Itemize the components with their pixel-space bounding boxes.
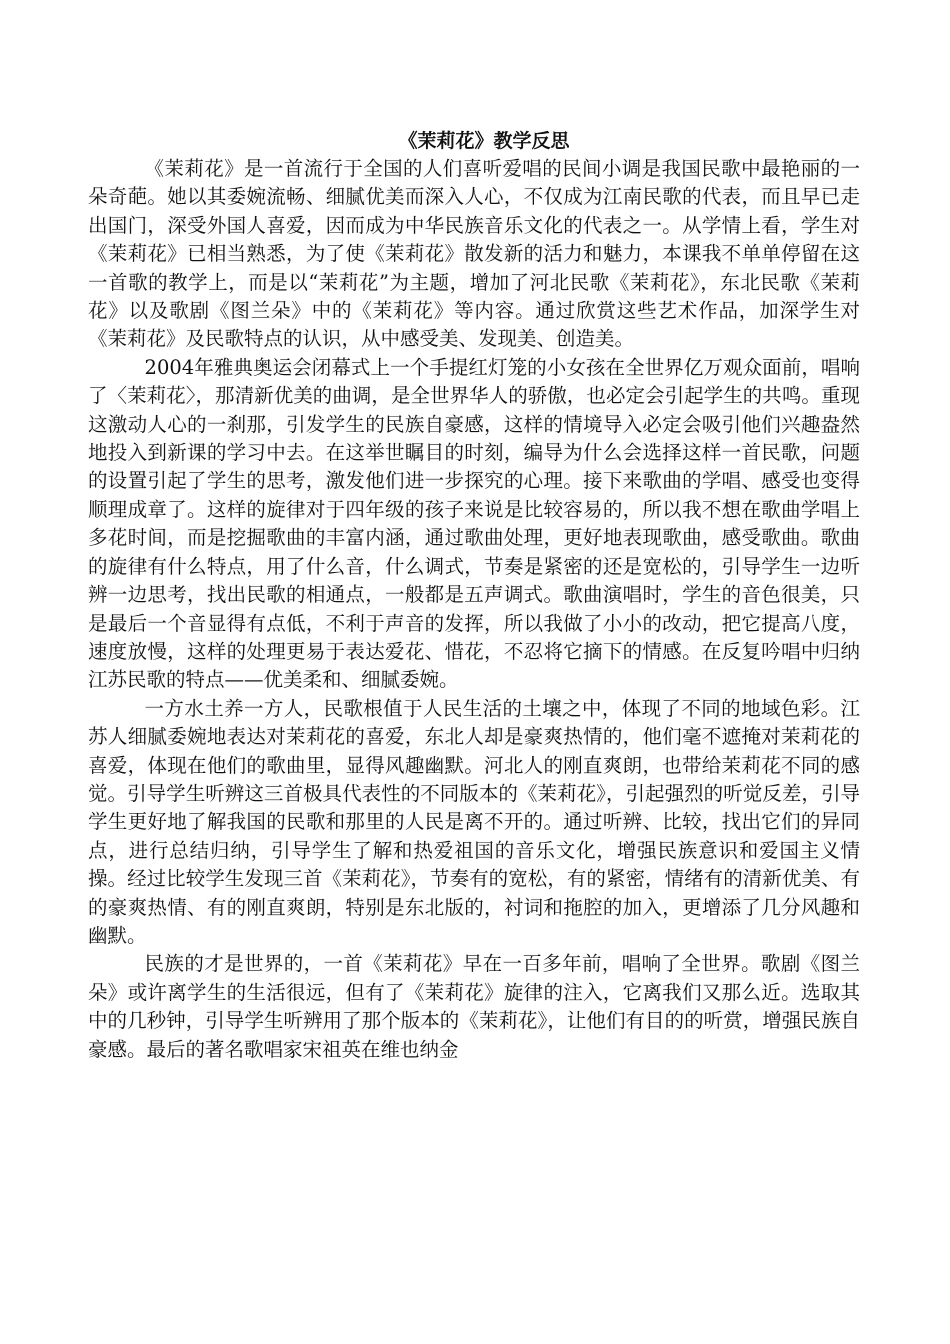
paragraph-4: 民族的才是世界的，一首《茉莉花》早在一百多年前，唱响了全世界。歌剧《图兰朵》或许离学生的生活很远，但有了《茉莉花》旋律的注入，它离我们又那么近。选取其中的几秒钟，引导学生听辨用了那个版本的《茉莉花》，让他们有目的的听赏，增强民族自豪感。最后的著名歌唱家宋祖英在维也纳金 — [88, 952, 860, 1061]
paragraph-1: 《茉莉花》是一首流行于全国的人们喜听爱唱的民间小调是我国民歌中最艳丽的一朵奇葩。她以其委婉流畅、细腻优美而深入人心，不仅成为江南民歌的代表，而且早已走出国门，深受外国人喜爱，因而成为中华民族音乐文化的代表之一。从学情上看，学生对《茉莉花》已相当熟悉，为了使《茉莉花》散发新的活力和魅力，本课我不单单停留在这一首歌的教学上，而是以“茉莉花”为主题，增加了河北民歌《茉莉花》，东北民歌《茉莉花》以及歌剧《图兰朵》中的《茉莉花》等内容。通过欣赏这些艺术作品，加深学生对《茉莉花》及民歌特点的认识，从中感受美、发现美、创造美。 — [88, 157, 860, 351]
paragraph-2: 2004年雅典奥运会闭幕式上一个手提红灯笼的小女孩在全世界亿万观众面前，唱响了〈茉莉花〉，那清新优美的曲调，是全世界华人的骄傲，也必定会引起学生的共鸣。重现这激动人心的一刹那，引发学生的民族自豪感，这样的情境导入必定会吸引他们兴趣盎然地投入到新课的学习中去。在这举世瞩目的时刻，编导为什么会选择这样一首民歌，问题的设置引起了学生的思考，激发他们进一步探究的心理。接下来歌曲的学唱、感受也变得顺理成章了。这样的旋律对于四年级的孩子来说是比较容易的，所以我不想在歌曲学唱上多花时间，而是挖掘歌曲的丰富内涵，通过歌曲处理，更好地表现歌曲，感受歌曲。歌曲的旋律有什么特点，用了什么音，什么调式，节奏是紧密的还是宽松的，引导学生一边听辨一边思考，找出民歌的相通点，一般都是五声调式。歌曲演唱时，学生的音色很美，只是最后一个音显得有点低，不利于声音的发挥，所以我做了小小的改动，把它提高八度，速度放慢，这样的处理更易于表达爱花、惜花，不忍将它摘下的情感。在反复吟唱中归纳江苏民歌的特点——优美柔和、细腻委婉。 — [88, 355, 860, 692]
document-title: 《茉莉花》教学反思 — [398, 130, 570, 152]
document-page — [88, 127, 860, 1064]
paragraph-3: 一方水土养一方人，民歌根值于人民生活的土壤之中，体现了不同的地域色彩。江苏人细腻委婉地表达对茉莉花的喜爱，东北人却是豪爽热情的，他们毫不遮掩对茉莉花的喜爱，体现在他们的歌曲里，显得风趣幽默。河北人的刚直爽朗，也带给茉莉花不同的感觉。引导学生听辨这三首极具代表性的不同版本的《茉莉花》，引起强烈的听觉反差，引导学生更好地了解我国的民歌和那里的人民是离不开的。通过听辨、比较，找出它们的异同点，进行总结归纳，引导学生了解和热爱祖国的音乐文化，增强民族意识和爱国主义情操。经过比较学生发现三首《茉莉花》，节奏有的宽松，有的紧密，情绪有的清新优美、有的豪爽热情、有的刚直爽朗，特别是东北版的，衬词和拖腔的加入，更增添了几分风趣和幽默。 — [88, 696, 860, 947]
